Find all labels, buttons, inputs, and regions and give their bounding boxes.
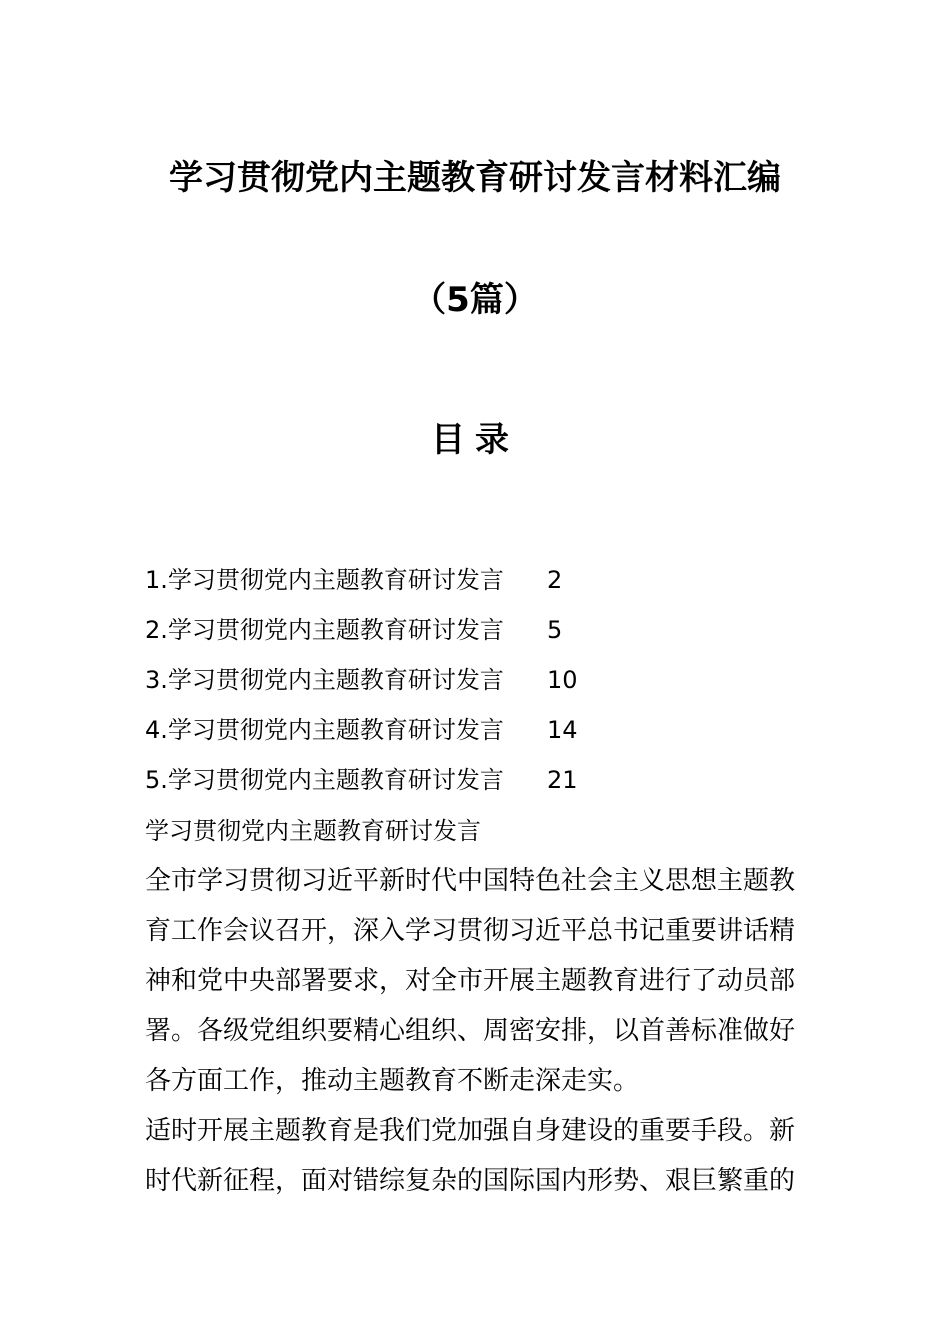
paragraph-line: 神和党中央部署要求，对全市开展主题教育进行了动员部 — [145, 966, 796, 996]
paragraph-line: 全市学习贯彻习近平新时代中国特色社会主义思想主题教 — [145, 866, 796, 896]
toc-entry-page: 2 — [547, 566, 563, 594]
toc-entry[interactable] — [145, 560, 578, 610]
toc-entry[interactable] — [145, 760, 578, 810]
toc-entry[interactable] — [145, 610, 578, 660]
toc-entry-label: 2.学习贯彻党内主题教育研讨发言 — [145, 616, 504, 644]
toc-entry-label: 3.学习贯彻党内主题教育研讨发言 — [145, 666, 504, 694]
toc-entry-label: 4.学习贯彻党内主题教育研讨发言 — [145, 716, 504, 744]
toc-heading: 目录 — [431, 420, 519, 460]
paragraph-line: 署。各级党组织要精心组织、周密安排，以首善标准做好 — [145, 1016, 796, 1046]
toc-entry[interactable] — [145, 710, 578, 760]
toc-entry-label: 5.学习贯彻党内主题教育研讨发言 — [145, 766, 504, 794]
body-paragraph — [145, 1106, 810, 1206]
paragraph-line: 适时开展主题教育是我们党加强自身建设的重要手段。新 — [145, 1116, 796, 1146]
table-of-contents — [145, 560, 578, 810]
document-title: 学习贯彻党内主题教育研讨发言材料汇编 — [169, 158, 781, 198]
toc-entry-page: 21 — [547, 766, 578, 794]
body-paragraph — [145, 856, 810, 1106]
paragraph-line: 时代新征程，面对错综复杂的国际国内形势、艰巨繁重的 — [145, 1166, 796, 1196]
document-subtitle-count: （5篇） — [412, 280, 538, 320]
toc-entry-page: 14 — [547, 716, 578, 744]
section-heading: 学习贯彻党内主题教育研讨发言 — [145, 817, 481, 845]
paragraph-line: 育工作会议召开，深入学习贯彻习近平总书记重要讲话精 — [145, 916, 796, 946]
toc-entry[interactable] — [145, 660, 578, 710]
toc-entry-page: 5 — [547, 616, 563, 644]
toc-entry-page: 10 — [547, 666, 578, 694]
toc-entry-label: 1.学习贯彻党内主题教育研讨发言 — [145, 566, 504, 594]
paragraph-line: 各方面工作，推动主题教育不断走深走实。 — [145, 1066, 640, 1096]
